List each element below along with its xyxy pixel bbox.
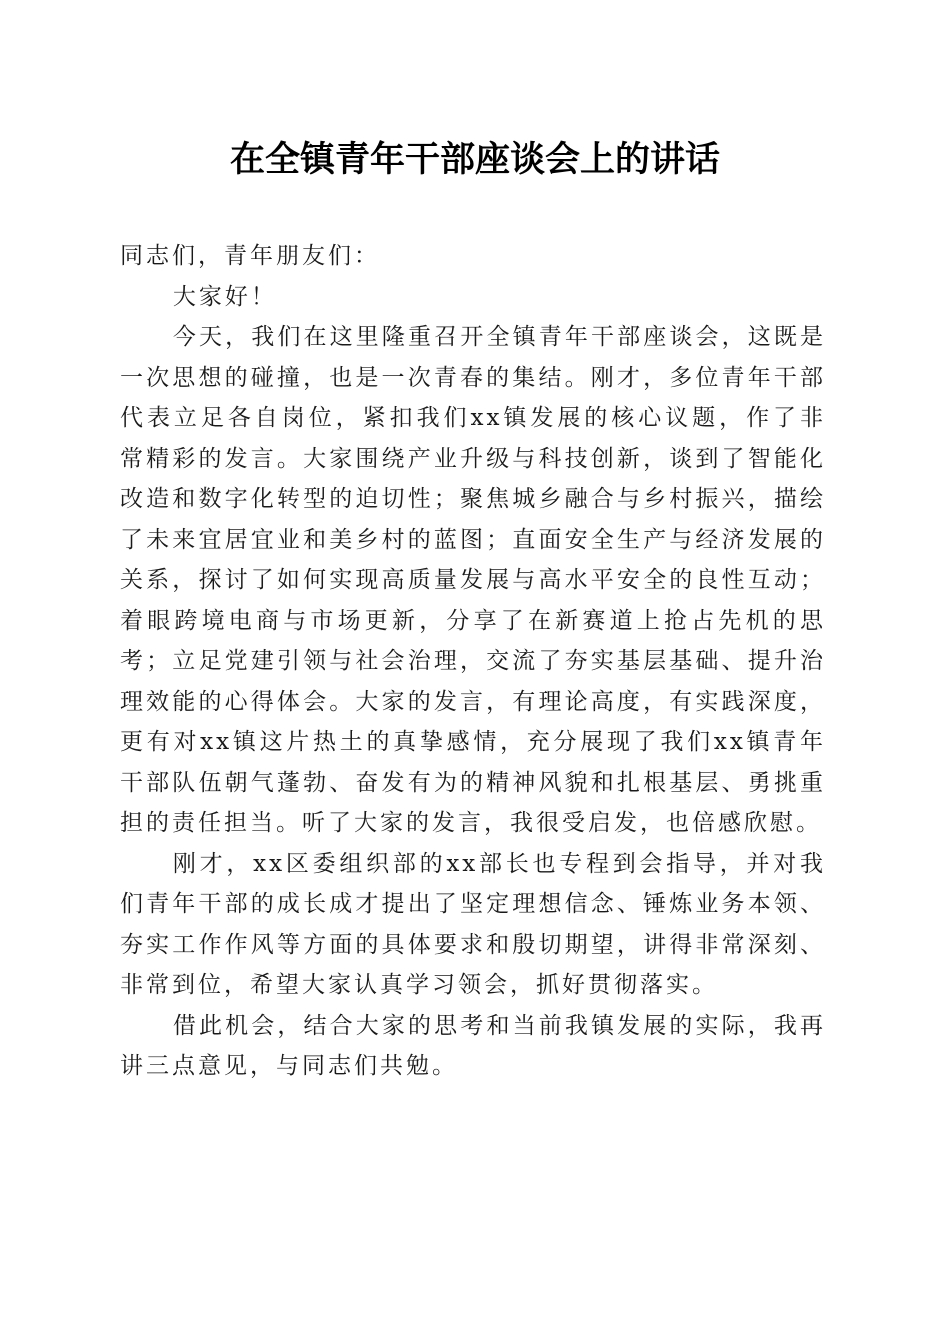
paragraph-opening: 今天，我们在这里隆重召开全镇青年干部座谈会，这既是一次思想的碰撞，也是一次青春的集结。刚才，多位青年干部代表立足各自岗位，紧扣我们xx镇发展的核心议题，作了非常精彩的发言。大家围绕产业升级与科技创新，谈到了智能化改造和数字化转型的迫切性；聚焦城乡融合与乡村振兴，描绘了未来宜居宜业和美乡村的蓝图；直面安全生产与经济发展的关系，探讨了如何实现高质量发展与高水平安全的良性互动；着眼跨境电商与市场更新，分享了在新赛道上抢占先机的思考；立足党建引领与社会治理，交流了夯实基层基础、提升治理效能的心得体会。大家的发言，有理论高度，有实践深度，更有对xx镇这片热土的真挚感情，充分展现了我们xx镇青年干部队伍朝气蓬勃、奋发有为的精神风貌和扎根基层、勇挑重担的责任担当。听了大家的发言，我很受启发，也倍感欣慰。 — [120, 324, 826, 836]
salutation: 同志们，青年朋友们： — [120, 243, 380, 269]
document-body — [120, 236, 826, 1087]
document-title: 在全镇青年干部座谈会上的讲话 — [229, 139, 720, 180]
paragraph-guidance: 刚才，xx区委组织部的xx部长也专程到会指导，并对我们青年干部的成长成才提出了坚定理想信念、锤炼业务本领、夯实工作作风等方面的具体要求和殷切期望，讲得非常深刻、非常到位，希望大家认真学习领会，抓好贯彻落实。 — [120, 850, 826, 998]
paragraph-transition: 借此机会，结合大家的思考和当前我镇发展的实际，我再讲三点意见，与同志们共勉。 — [120, 1012, 826, 1079]
paragraph-greeting: 大家好！ — [172, 283, 277, 310]
